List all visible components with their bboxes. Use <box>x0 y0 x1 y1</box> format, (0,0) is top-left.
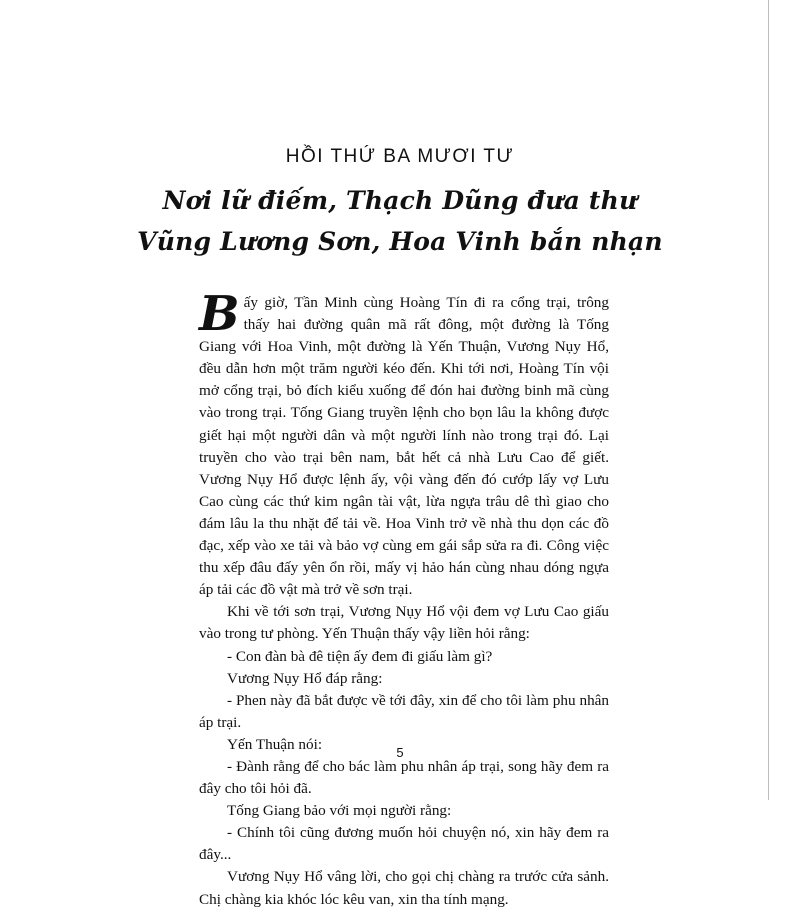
chapter-number-heading: HỒI THỨ BA MƯƠI TƯ <box>285 146 515 167</box>
page-number: 5 <box>396 745 404 760</box>
page-edge-line <box>768 0 769 800</box>
dialogue-line: - Chính tôi cũng đương muốn hỏi chuyện nó, xin hãy đem ra đây... <box>199 824 609 864</box>
paragraph-opening-text: ấy giờ, Tần Minh cùng Hoàng Tín đi ra cổng trại, trông thấy hai đường quân mã rất đông, một đường là Tống Giang với Hoa Vinh, một đường là Yến Thuận, Vương Nụy Hổ, đều dẫn hơn một trăm người kéo đến. Khi tới nơi, Hoàng Tín vội mở cổng trại, bỏ đích kiểu xuống để đón hai đường binh mã cùng vào trong trại. Tống Giang truyền lệnh cho bọn lâu la không được giết hại một người dân và một người lính nào trong trại đó. Lại truyền cho vào trại bên nam, bắt hết cả nhà Lưu Cao để giết. Vương Nụy Hổ được lệnh ấy, vội vàng đến đó cướp lấy vợ Lưu Cao cùng các thứ kim ngân tài vật, lừa ngựa trâu dê thì giao cho đám lâu la thu nhặt để tải về. Hoa Vinh trở về nhà thu dọn các đồ đạc, xếp vào xe tải và bảo vợ cùng em gái sắp sửa ra đi. Công việc thu xếp đâu đấy yên ổn rồi, mấy vị hảo hán cùng nhau dóng ngựa áp tải các đồ vật mà trở về sơn trại. <box>199 294 609 599</box>
paragraph: Yến Thuận nói: <box>227 735 323 753</box>
dialogue-line: - Đành rằng để cho bác làm phu nhân áp trại, song hãy đem ra đây cho tôi hỏi đã. <box>199 757 609 798</box>
chapter-title-line-2: Vũng Lương Sơn, Hoa Vinh bắn nhạn <box>137 227 663 256</box>
dialogue-line: - Phen này đã bắt được về tới đây, xin để cho tôi làm phu nhân áp trại. <box>199 691 609 731</box>
paragraph-opening <box>199 286 609 601</box>
paragraph: Khi về tới sơn trại, Vương Nụy Hổ vội đem vợ Lưu Cao giấu vào trong tư phòng. Yến Thuận thấy vậy liền hỏi rằng: <box>199 603 609 643</box>
paragraph: Vương Nụy Hổ vâng lời, cho gọi chị chàng ra trước cửa sảnh. Chị chàng kia khóc lóc kêu van, xin tha tính mạng. <box>199 868 609 908</box>
paragraph: Tống Giang bảo với mọi người rằng: <box>227 802 452 820</box>
chapter-title-line-1: Nơi lữ điếm, Thạch Dũng đưa thư <box>162 186 638 215</box>
drop-cap-letter: B <box>199 286 240 342</box>
chapter-body-text <box>199 286 609 911</box>
paragraph: Vương Nụy Hổ đáp rằng: <box>227 669 383 687</box>
dialogue-line: - Con đàn bà đê tiện ấy đem đi giấu làm gì? <box>227 647 493 665</box>
